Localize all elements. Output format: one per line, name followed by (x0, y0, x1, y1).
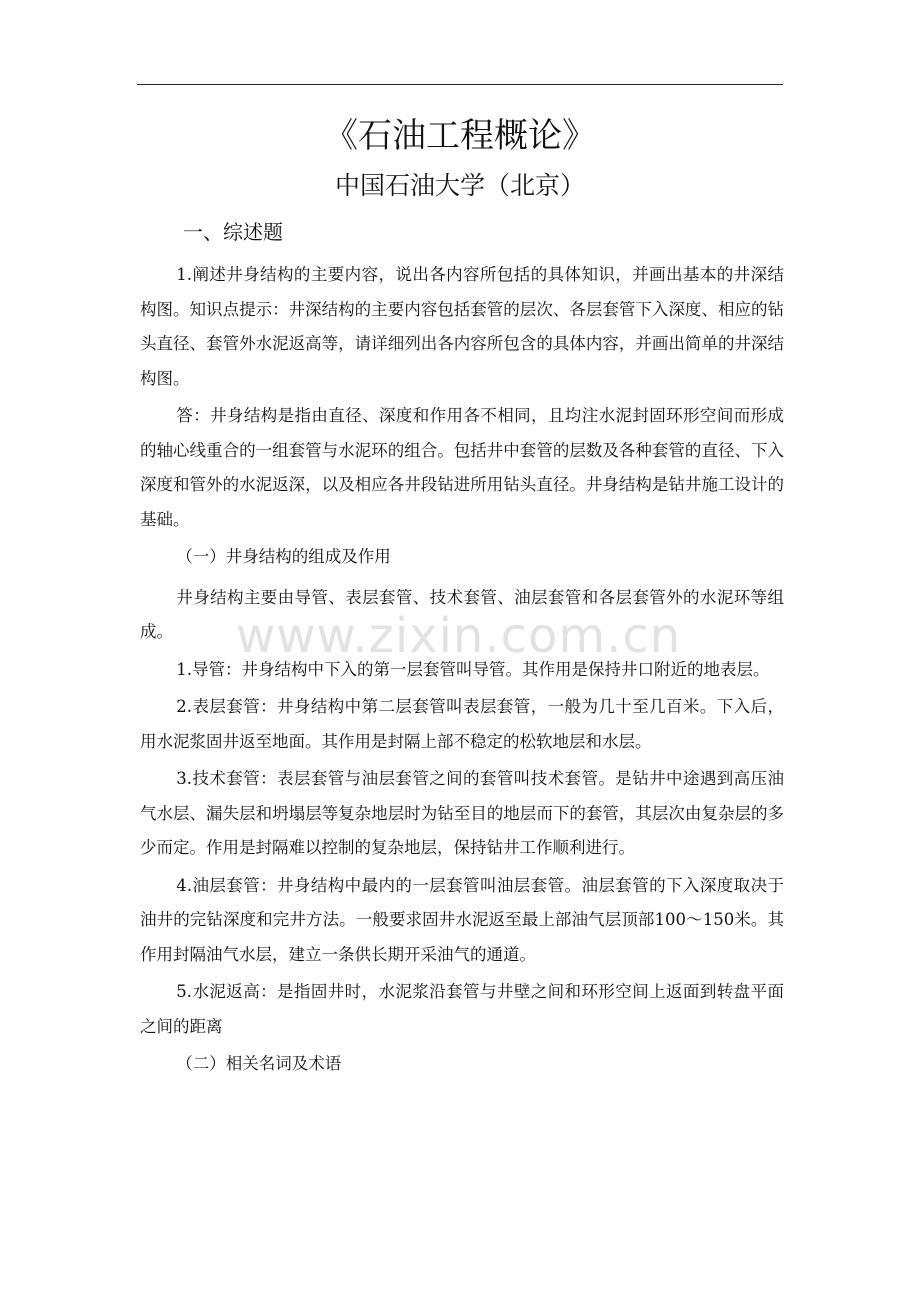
production-casing-paragraph: 4.油层套管：井身结构中最内的一层套管叫油层套管。油层套管的下入深度取决于油井的完钻深度和完井方法。一般要求固井水泥返至最上部油气层顶部100～150米。其作用封隔油气水层，建立一条供长期开采油气的通道。 (140, 875, 784, 964)
section-heading: 一、综述题 (183, 220, 283, 244)
answer-paragraph: 答：井身结构是指由直径、深度和作用各不相同，且均注水泥封固环形空间而形成的轴心线重合的一组套管与水泥环的组合。包括井中套管的层数及各种套管的直径、下入深度和管外的水泥返深，以及相应各井段钻进所用钻头直径。井身结构是钻井施工设计的基础。 (140, 406, 784, 529)
header-rule (137, 84, 783, 85)
document-subtitle: 中国石油大学（北京） (334, 171, 585, 200)
conductor-paragraph: 1.导管：井身结构中下入的第一层套管叫导管。其作用是保持井口附近的地表层。 (176, 659, 770, 679)
document-body (140, 258, 784, 1088)
document-title: 《石油工程概论》 (324, 116, 596, 156)
subsection-heading-terms: （二）相关名词及术语 (176, 1054, 342, 1073)
question-paragraph: 1.阐述井身结构的主要内容，说出各内容所包括的具体知识，并画出基本的井深结构图。知识点提示：井深结构的主要内容包括套管的层次、各层套管下入深度、相应的钻头直径、套管外水泥返高等，请详细列出各内容所包含的具体内容，并画出简单的井深结构图。 (140, 265, 784, 388)
intermediate-casing-paragraph: 3.技术套管：表层套管与油层套管之间的套管叫技术套管。是钻井中途遇到高压油气水层、漏失层和坍塌层等复杂地层时为钻至目的地层而下的套管，其层次由复杂层的多少而定。作用是封隔难以控制的复杂地层，保持钻井工作顺利进行。 (140, 769, 784, 857)
cement-return-paragraph: 5.水泥返高：是指固井时，水泥浆沿套管与井壁之间和环形空间上返面到转盘平面之间的距离 (140, 982, 784, 1036)
watermark: www.zixin.com.cn (236, 608, 682, 664)
composition-paragraph: 井身结构主要由导管、表层套管、技术套管、油层套管和各层套管外的水泥环等组成。 (140, 587, 784, 641)
surface-casing-paragraph: 2.表层套管：井身结构中第二层套管叫表层套管，一般为几十至几百米。下入后，用水泥浆固井返至地面。其作用是封隔上部不稳定的松软地层和水层。 (140, 697, 784, 751)
subsection-heading-composition: （一）井身结构的组成及作用 (176, 547, 391, 566)
